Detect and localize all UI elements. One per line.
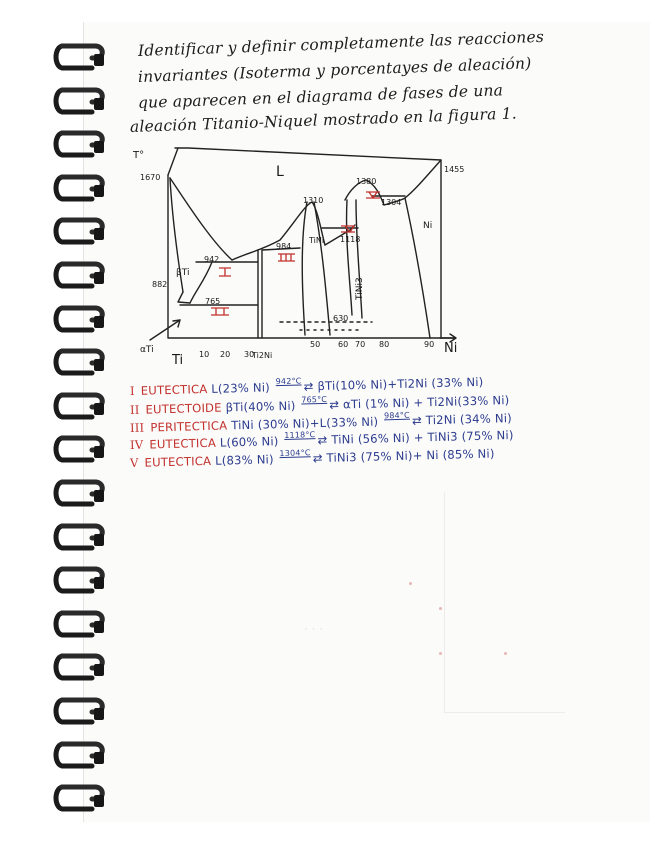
- label-1380: 1380: [356, 177, 377, 186]
- label-axis-ni: Ni: [444, 341, 458, 356]
- question-line-3: que aparecen en el diagrama de fases de una: [137, 81, 504, 112]
- label-beta-ti: βTi: [176, 268, 190, 278]
- reaction-arrow: ⇄: [312, 450, 323, 466]
- label-882: 882: [152, 280, 168, 289]
- label-1670: 1670: [140, 173, 161, 182]
- reaction-arrow: ⇄: [411, 413, 423, 428]
- reaction-type: EUTECTOIDE: [145, 400, 222, 417]
- label-765: 765: [205, 297, 221, 306]
- reaction-temperature: 765°C: [301, 394, 328, 405]
- reaction-temperature: 984°C: [383, 410, 410, 421]
- reaction-arrow: ⇄: [303, 379, 314, 394]
- reaction-reactants: L(60% Ni): [215, 434, 283, 450]
- reaction-products: αTi (1% Ni) + Ti2Ni(33% Ni): [339, 393, 510, 412]
- marker-II: [211, 308, 229, 315]
- reaction-type: EUTECTICA: [149, 435, 217, 452]
- label-1455: 1455: [444, 165, 465, 174]
- question-line-4: aleación Titanio-Niquel mostrado en la figura 1.: [129, 104, 518, 136]
- reaction-reactants: L(83% Ni): [211, 452, 278, 468]
- label-tini3: TiNi3: [355, 277, 365, 300]
- reaction-arrow: ⇄: [329, 397, 340, 412]
- marker-III: [278, 254, 295, 261]
- marker-I: [219, 268, 231, 276]
- bleed-through-text: · · ·: [304, 622, 324, 636]
- tick-90: 90: [424, 340, 435, 349]
- reaction-arrow: ⇄: [317, 432, 328, 448]
- tick-70: 70: [355, 340, 366, 349]
- reaction-number: IV: [129, 437, 144, 452]
- label-942: 942: [204, 255, 220, 264]
- reaction-type: EUTECTICA: [140, 381, 208, 398]
- reaction-products: TiNi (56% Ni) + TiNi3 (75% Ni): [327, 427, 514, 447]
- label-630: 630: [333, 314, 349, 323]
- reaction-reactants: L(23% Ni): [207, 380, 275, 396]
- label-axis-y: T°: [133, 150, 145, 161]
- tick-10: 10: [199, 350, 210, 359]
- reaction-number: I: [129, 383, 135, 398]
- label-1304: 1304: [381, 198, 402, 207]
- reaction-reactants: TiNi (30% Ni)+L(33% Ni): [227, 414, 383, 433]
- question-line-1: Identificar y definir completamente las reacciones: [137, 27, 545, 60]
- reaction-products: TiNi3 (75% Ni)+ Ni (85% Ni): [322, 446, 495, 465]
- liquidus-left: [170, 178, 232, 260]
- tick-50: 50: [310, 340, 321, 349]
- reaction-type: PERITECTICA: [150, 418, 228, 435]
- reaction-products: βTi(10% Ni)+Ti2Ni (33% Ni): [313, 374, 484, 394]
- reaction-type: EUTECTICA: [144, 453, 212, 470]
- label-alpha-ti: αTi: [140, 345, 154, 355]
- reaction-number: V: [129, 455, 139, 470]
- label-1310: 1310: [303, 196, 324, 205]
- label-984: 984: [276, 242, 292, 251]
- reaction-number: II: [129, 402, 140, 417]
- question-line-2: invariantes (Isoterma y porcentayes de aleación): [137, 54, 532, 86]
- tick-60: 60: [338, 340, 349, 349]
- reaction-number: III: [129, 420, 145, 435]
- reaction-products: Ti2Ni (34% Ni): [421, 411, 513, 428]
- tick-30: 30: [244, 350, 255, 359]
- label-tini: TiNi: [309, 236, 325, 245]
- label-ni-phase: Ni: [423, 221, 433, 231]
- reaction-temperature: 942°C: [275, 376, 302, 387]
- label-ti2ni: Ti2Ni: [252, 351, 273, 360]
- reaction-reactants: βTi(40% Ni): [221, 398, 300, 415]
- label-1118: 1118: [340, 235, 361, 244]
- tick-20: 20: [220, 350, 231, 359]
- liquidus-middle: [232, 202, 325, 260]
- reaction-temperature: 1304°C: [279, 448, 311, 459]
- label-axis-ti: Ti: [172, 353, 184, 368]
- reaction-temperature: 1118°C: [284, 430, 316, 440]
- y-axis-arrow: [168, 148, 178, 175]
- label-liquid: L: [276, 164, 284, 180]
- tick-80: 80: [379, 340, 390, 349]
